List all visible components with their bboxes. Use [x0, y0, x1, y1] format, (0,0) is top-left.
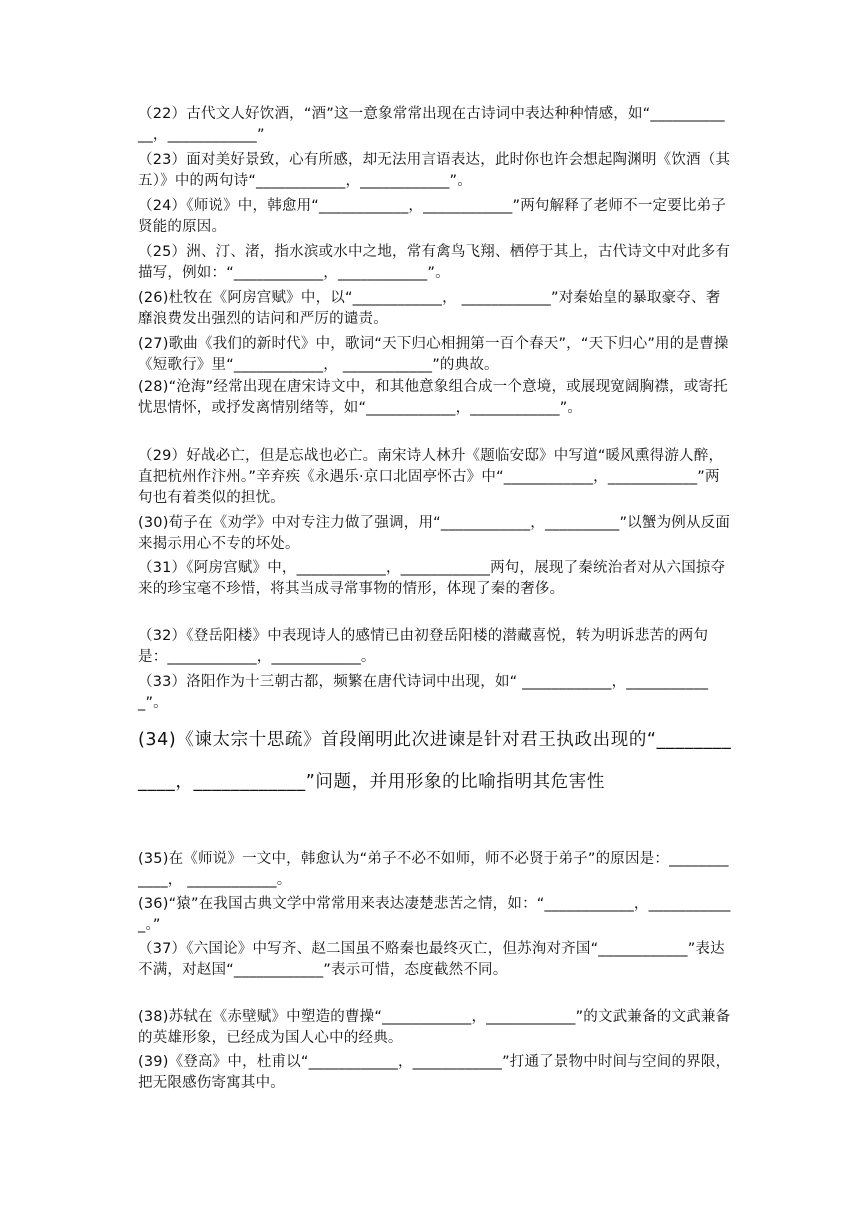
question-33: （33）洛阳作为十三朝古都，频繁在唐代诗词中出现，如“ ____________，____________”。: [138, 674, 709, 711]
question-36: (36)“猿”在我国古典文学中常常用来表达凄楚悲苦之情，如：“____________，____________。”: [138, 896, 731, 933]
question-34: (34)《谏太宗十思疏》首段阐明此次进谏是针对君王执政出现的“____________，____________”问题，并用形象的比喻指明其危害性: [138, 730, 732, 792]
question-24: （24）《师说》中，韩愈用“____________，____________”两句解释了老师不一定要比弟子贤能的原因。: [138, 198, 727, 235]
question-23: （23）面对美好景致，心有所感，却无法用言语表达，此时你也许会想起陶渊明《饮酒（其五）》中的两句诗“____________，____________”。: [138, 152, 731, 189]
question-35: (35)在《师说》一文中，韩愈认为“弟子不必不如师，师不必贤于弟子”的原因是：____________， ____________。: [138, 851, 729, 888]
question-28: (28)“沧海”经常出现在唐宋诗文中，和其他意象组合成一个意境，或展现宽阔胸襟，或寄托忧思情怀，或抒发离情别绪等，如“____________，____________”。: [138, 379, 728, 416]
question-26: (26)杜牧在《阿房宫赋》中，以“____________， ____________”对秦始皇的暴取豪夺、奢靡浪费发出强烈的诘问和严厉的谴责。: [138, 290, 721, 327]
question-38: (38)苏轼在《赤壁赋》中塑造的曹操“____________，____________”的文武兼备的文武兼备的英雄形象，已经成为国人心中的经典。: [138, 1009, 731, 1046]
question-29: （29）好战必亡，但是忘战也必亡。南宋诗人林升《题临安邸》中写道“暖风熏得游人醉，直把杭州作汴州。”辛弃疾《永遇乐·京口北固亭怀古》中“____________，____________”两句也有着类似的担忧。: [138, 448, 724, 506]
question-27: (27)歌曲《我们的新时代》中，歌词“天下归心相拥第一百个春天”，“天下归心”用的是曹操《短歌行》里“____________， ____________”的典故。: [138, 336, 729, 373]
question-30: (30)荀子在《劝学》中对专注力做了强调，用“____________，__________”以蟹为例从反面来揭示用心不专的坏处。: [138, 515, 731, 552]
question-31: （31）《阿房宫赋》中，____________，____________两句，展现了秦统治者对从六国掠夺来的珍宝毫不珍惜，将其当成寻常事物的情形，体现了秦的奢侈。: [138, 560, 726, 597]
question-39: (39)《登高》中，杜甫以“____________，____________”打通了景物中时间与空间的界限，把无限感伤寄寓其中。: [138, 1054, 731, 1091]
question-32: （32）《登岳阳楼》中表现诗人的感情已由初登岳阳楼的潜藏喜悦，转为明诉悲苦的两句是：____________，____________。: [138, 628, 709, 665]
question-25: （25）洲、汀、渚，指水滨或水中之地，常有禽鸟飞翔、栖停于其上，古代诗文中对此多有描写，例如：“____________，____________”。: [138, 244, 731, 281]
question-37: （37）《六国论》中写齐、赵二国虽不赂秦也最终灭亡，但苏洵对齐国“____________”表达不满，对赵国“____________”表示可惜，态度截然不同。: [138, 941, 725, 978]
question-22: （22）古代文人好饮酒，“酒”这一意象常常出现在古诗词中表达种种情感，如“____________，____________”: [138, 106, 725, 143]
